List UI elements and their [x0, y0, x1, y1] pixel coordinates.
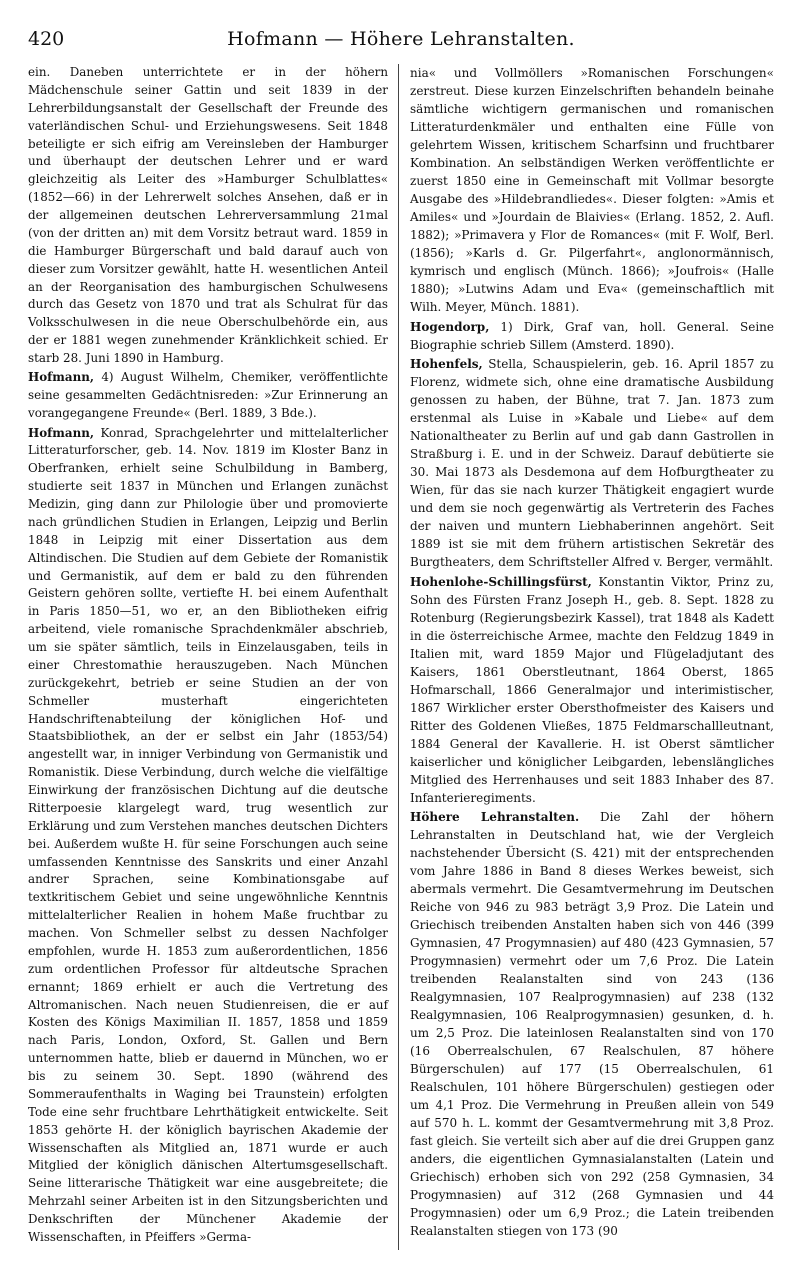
- entry-hohenlohe: [410, 573, 774, 807]
- entry-text: Stella, Schauspielerin, geb. 16. April 1857 zu Florenz, widmete sich, ohne eine dramatische Ausbildung genossen zu haben, der Bühne, trat 7. Jan. 1873 zum erstenmal als Luise in »Kabale und Liebe« auf dem Nationaltheater zu Berlin auf und gab dann Gastrollen in Straßburg i. E. und in der Schweiz. Darauf debütierte sie 30. Mai 1873 als Desdemona auf dem Hofburgtheater zu Wien, für das sie nach kurzer Thätigkeit engagiert wurde und dem sie noch gegenwärtig als Vertreterin des Faches der naiven und muntern Liebhaberinnen angehört. Seit 1889 ist sie mit dem frühern artistischen Sekretär des Burgtheaters, dem Schriftsteller Alfred v. Berger, vermählt.: [410, 357, 774, 569]
- entry-text: Konstantin Viktor, Prinz zu, Sohn des Fürsten Franz Joseph H., geb. 8. Sept. 1828 zu Rotenburg (Regierungsbezirk Kassel), trat 1848 als Kadett in die österreichische Armee, machte den Feldzug 1849 in Italien mit, ward 1859 Major und Flügeladjutant des Kaisers, 1861 Oberstleutnant, 1864 Oberst, 1865 Hofmarschall, 1866 Generalmajor und interimistischer, 1867 Wirklicher erster Obersthofmeister des Kaisers und Ritter des Goldenen Vließes, 1875 Feldmarschallleutnant, 1884 General der Kavallerie. H. ist Oberst sämtlicher kaiserlicher und königlicher Leibgarden, lebenslängliches Mitglied des Herrenhauses und seit 1883 Inhaber des 87. Infanterieregiments.: [410, 574, 774, 805]
- entry-hofmann-august: [28, 369, 388, 423]
- column-divider: [398, 64, 399, 1250]
- entry-hogendorp: [410, 318, 774, 354]
- entry-hohenfels: [410, 355, 774, 571]
- entry-hofmann-konrad: [28, 425, 388, 1247]
- page-number: 420: [28, 28, 65, 50]
- entry-text: 1) Dirk, Graf van, holl. General. Seine Biographie schrieb Sillem (Amsterd. 1890).: [410, 319, 774, 352]
- running-title: Hofmann — Höhere Lehranstalten.: [227, 28, 575, 50]
- entry-headword: Höhere Lehranstalten.: [410, 810, 580, 824]
- entry-headword: Hohenlohe-Schillingsfürst,: [410, 574, 592, 589]
- entry-headword: Hofmann,: [28, 370, 94, 385]
- entry-text: Konrad, Sprachgelehrter und mittelalterlicher Litteraturforscher, geb. 14. Nov. 1819 im Kloster Banz in Oberfranken, erhielt seine Schulbildung in Bamberg, studierte seit 1837 in München und Erlangen zunächst Medizin, ging dann zur Philologie über und promovierte nach gründlichen Studien in Erlangen, Leipzig und Berlin 1848 in Leipzig mit einer Dissertation aus dem Altindischen. Die Studien auf dem Gebiete der Romanistik und Germanistik, auf dem er bald zu den führenden Geistern gehören sollte, vertiefte H. bei einem Aufenthalt in Paris 1850—51, wo er, an den Bibliotheken eifrig arbeitend, viele romanische Sprachdenkmäler abschrieb, um sie später sämtlich, teils in Einzelausgaben, teils in einer Chrestomathie herauszugeben. Nach München zurückgekehrt, betrieb er seine Studien an der von Schmeller musterhaft eingerichteten Handschriftenabteilung der königlichen Hof- und Staatsbibliothek, an der er selbst ein Jahr (1853/54) angestellt war, in inniger Verbindung von Germanistik und Romanistik. Diese Verbindung, durch welche die vielfältige Einwirkung der französischen Dichtung auf die deutsche Ritterpoesie klargelegt ward, trug wesentlich zur Erklärung und zum Verstehen manches deutschen Dichters bei. Außerdem wußte H. für seine Forschungen auch seine umfassenden Kenntnisse des Sanskrits und einer Anzahl andrer Sprachen, seine Kombinationsgabe auf textkritischem Gebiet und seine ungewöhnliche Kenntnis mittelalterlicher Realien in hohem Maße fruchtbar zu machen. Von Schmeller selbst zu dessen Nachfolger empfohlen, wurde H. 1853 zum außerordentlichen, 1856 zum ordentlichen Professor für altdeutsche Sprachen ernannt; 1869 erhielt er auch die Vertretung des Altromanischen. Nach neuen Studienreisen, die er auf Kosten des Königs Maximilian II. 1857, 1858 und 1859 nach Paris, London, Oxford, St. Gallen und Bern unternommen hatte, blieb er dauernd in München, wo er bis zu seinem 30. Sept. 1890 (während des Sommeraufenthalts in Waging bei Traunstein) erfolgten Tode eine sehr fruchtbare Lehrthätigkeit entwickelte. Seit 1853 gehörte H. der königlich bayrischen Akademie der Wissenschaften als Mitglied an, 1871 wurde er auch Mitglied der königlich dänischen Altertumsgesellschaft. Seine litterarische Thätigkeit war eine ausgebreitete; die Mehrzahl seiner Arbeiten ist in den Sitzungsberichten und Denkschriften der Münchener Akademie der Wissenschaften, in Pfeiffers »Germa-: [28, 425, 388, 1244]
- entry-headword: Hogendorp,: [410, 319, 490, 334]
- paragraph: [28, 64, 388, 368]
- page-header: [28, 24, 774, 54]
- paragraph-text: ein. Daneben unterrichtete er in der höhern Mädchenschule seiner Gattin und seit 1839 in der Lehrerbildungsanstalt der Gesellschaft der Freunde des vaterländischen Schul- und Erziehungswesens. Seit 1848 beteiligte er sich eifrig am Vereinsleben der Hamburger und überhaupt der deutschen Lehrer und er ward gleichzeitig als Leiter des »Hamburger Schulblattes« (1852—66) in der Lehrerwelt solches Ansehen, daß er in der allgemeinen deutschen Lehrerversammlung 21mal (von der dritten an) mit dem Vorsitz betraut ward. 1859 in die Hamburger Bürgerschaft und bald darauf auch von dieser zum Vorsitzer gewählt, hatte H. wesentlichen Anteil an der Reorganisation des hamburgischen Schulwesens durch das Gesetz von 1870 und trat als Schulrat für das Volksschulwesen in die neue Oberschulbehörde ein, aus der er 1881 wegen zunehmender Kränklichkeit schied. Er starb 28. Juni 1890 in Hamburg.: [28, 65, 388, 365]
- entry-headword: Hohenfels,: [410, 357, 483, 371]
- entry-hoehere-lehranstalten: [410, 808, 774, 1240]
- left-column: [28, 64, 388, 1247]
- right-column: [410, 64, 774, 1240]
- entry-headword: Hofmann,: [28, 425, 94, 440]
- paragraph-text: nia« und Vollmöllers »Romanischen Forschungen« zerstreut. Diese kurzen Einzelschriften behandeln beinahe sämtliche wichtigern germanischen und romanischen Litteraturdenkmäler und enthalten eine Fülle von gelehrtem Wissen, kritischem Scharfsinn und fruchtbarer Kombination. An selbständigen Werken veröffentlichte er zuerst 1850 eine in Gemeinschaft mit Vollmar besorgte Ausgabe des »Hildebrandliedes«. Dieser folgten: »Amis et Amiles« und »Jourdain de Blaivies« (Erlang. 1852, 2. Aufl. 1882); »Primavera y Flor de Romances« (mit F. Wolf, Berl. (1856); »Karls d. Gr. Pilgerfahrt«, anglonormännisch, kymrisch und englisch (Münch. 1866); »Joufrois« (Halle 1880); »Lutwins Adam und Eva« (gemeinschaftlich mit Wilh. Meyer, Münch. 1881).: [410, 66, 774, 314]
- paragraph: [410, 64, 774, 316]
- entry-text: 4) August Wilhelm, Chemiker, veröffentlichte seine gesammelten Gedächtnisreden: »Zur Erinnerung an vorangegangene Freunde« (Berl. 1889, 3 Bde.).: [28, 370, 388, 421]
- entry-text: Die Zahl der höhern Lehranstalten in Deutschland hat, wie der Vergleich nachstehender Übersicht (S. 421) mit der entsprechenden vom Jahre 1886 in Band 8 dieses Werkes beweist, sich abermals vermehrt. Die Gesamtvermehrung im Deutschen Reiche von 946 zu 983 beträgt 3,9 Proz. Die Latein und Griechisch treibenden Anstalten haben sich von 446 (399 Gymnasien, 47 Progymnasien) auf 480 (423 Gymnasien, 57 Progymnasien) vermehrt oder um 7,6 Proz. Die Latein treibenden Realanstalten sind von 243 (136 Realgymnasien, 107 Realprogymnasien) auf 238 (132 Realgymnasien, 106 Realprogymnasien) gesunken, d. h. um 2,5 Proz. Die lateinlosen Realanstalten sind von 170 (16 Oberrealschulen, 67 Realschulen, 87 höhere Bürgerschulen) auf 177 (15 Oberrealschulen, 61 Realschulen, 101 höhere Bürgerschulen) gestiegen oder um 4,1 Proz. Die Vermehrung in Preußen allein von 549 auf 570 h. L. kommt der Gesamtvermehrung mit 3,8 Proz. fast gleich. Sie verteilt sich aber auf die drei Gruppen ganz anders, die eigentlichen Gymnasialanstalten (Latein und Griechisch) erhoben sich von 292 (258 Gymnasien, 34 Progymnasien) auf 312 (268 Gymnasien und 44 Progymnasien) oder um 6,9 Proz.; die Latein treibenden Realanstalten stiegen von 173 (90: [410, 810, 774, 1238]
